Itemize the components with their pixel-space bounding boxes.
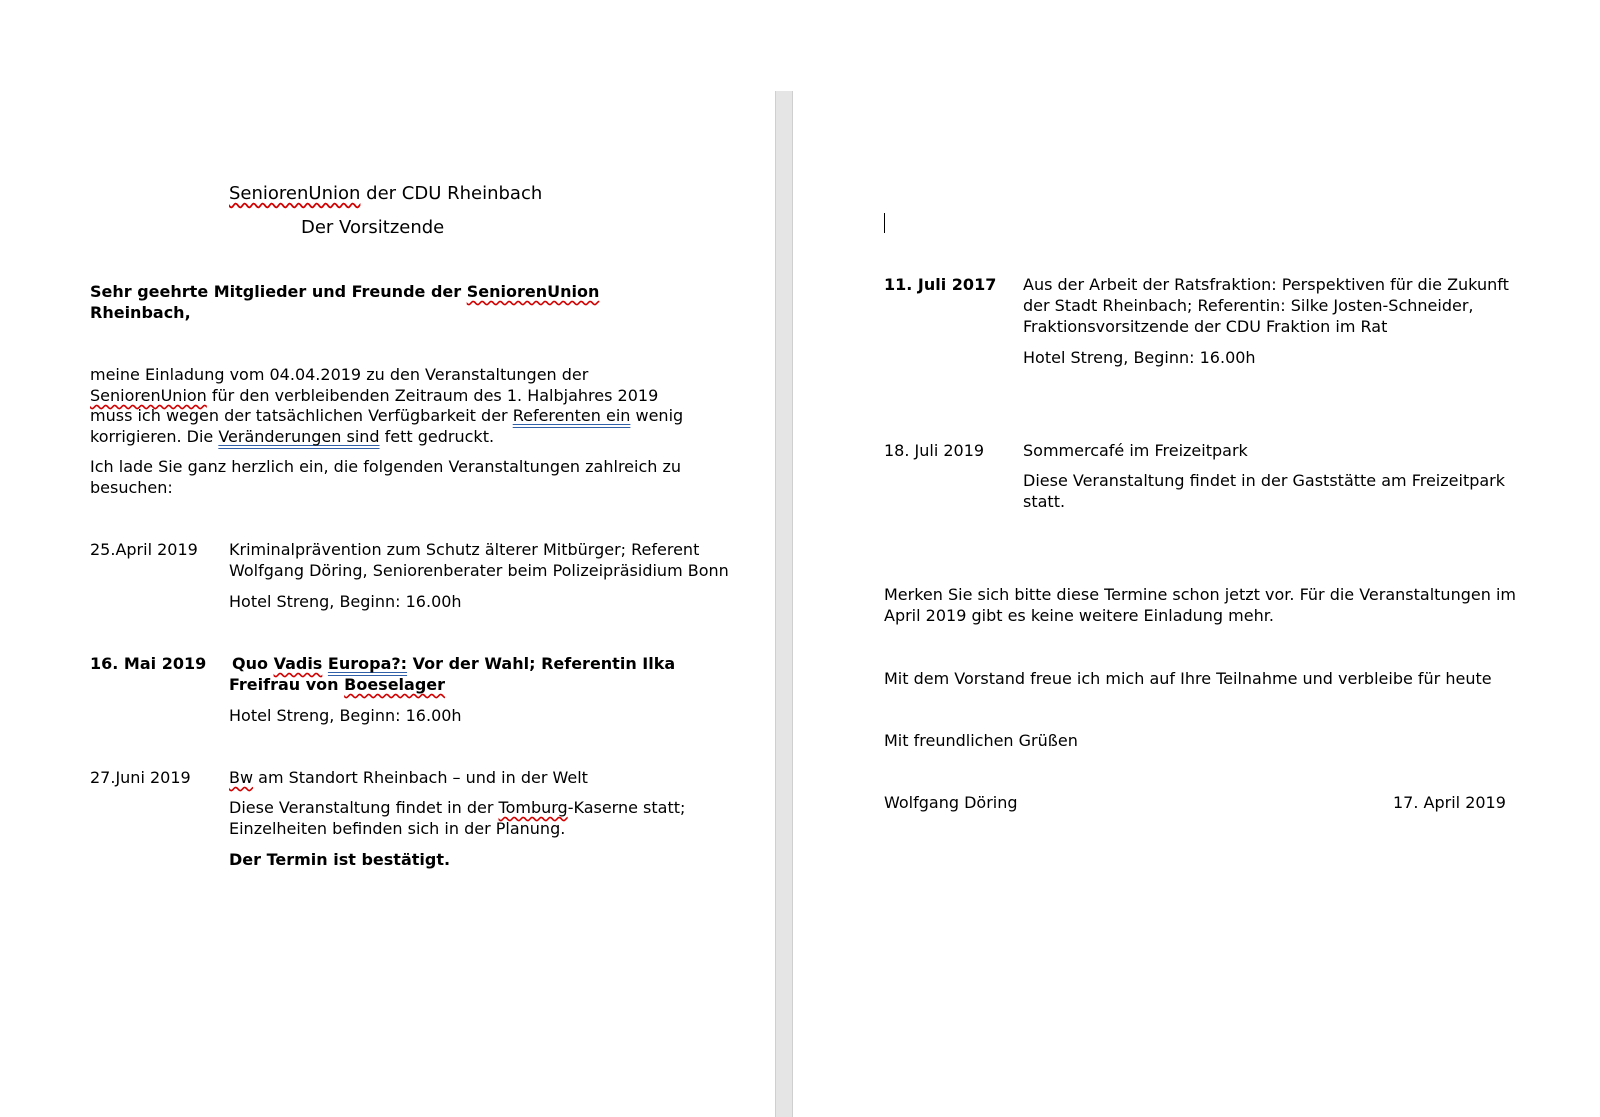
salutation-line1 (90, 281, 599, 302)
grammar-mark[interactable]: Europa?: (327, 654, 408, 673)
event-detail: Einzelheiten befinden sich in der Planung. (229, 819, 566, 838)
event-title-line: Wolfgang Döring, Seniorenberater beim Polizeipräsidium Bonn (229, 561, 729, 580)
event-text: -Kaserne statt; (567, 798, 686, 817)
event-title-line: Kriminalprävention zum Schutz älterer Mitbürger; Referent (229, 540, 700, 559)
salutation-text: Sehr geehrte Mitglieder und Freunde der (90, 282, 467, 301)
salutation-line2: Rheinbach, (90, 303, 191, 322)
letterhead-organization (229, 183, 542, 204)
invite-line: Ich lade Sie ganz herzlich ein, die folgenden Veranstaltungen zahlreich zu (90, 457, 682, 476)
event-title-line: Aus der Arbeit der Ratsfraktion: Perspektiven für die Zukunft (1023, 275, 1509, 294)
spellcheck-word[interactable]: Bw (229, 768, 254, 787)
letterhead-text: der CDU Rheinbach (360, 183, 543, 204)
invite-line: besuchen: (90, 478, 173, 497)
page-separator (775, 91, 793, 1117)
closing-note: Merken Sie sich bitte diese Termine schon jetzt vor. Für die Veranstaltungen im (884, 585, 1516, 604)
event-detail: statt. (1023, 492, 1066, 511)
event-text: Freifrau von (229, 675, 345, 694)
intro-text: wenig (630, 406, 684, 425)
intro-text: für den verbleibenden Zeitraum des 1. Halbjahres 2019 (206, 386, 659, 405)
intro-text: korrigieren. Die (90, 427, 219, 446)
event-text: am Standort Rheinbach – und in der Welt (253, 768, 588, 787)
event-location: Hotel Streng, Beginn: 16.00h (1023, 348, 1256, 367)
event-title-line: Fraktionsvorsitzende der CDU Fraktion im Rat (1023, 317, 1388, 336)
closing-board: Mit dem Vorstand freue ich mich auf Ihre Teilnahme und verbleibe für heute (884, 669, 1492, 688)
spellcheck-word[interactable]: SeniorenUnion (229, 183, 361, 204)
event-confirmed: Der Termin ist bestätigt. (229, 850, 451, 869)
letterhead-role: Der Vorsitzende (301, 217, 445, 238)
grammar-mark[interactable]: Veränderungen sind (218, 427, 380, 446)
event-text: Vor der Wahl; Referentin Ilka (407, 654, 676, 673)
event-detail (229, 797, 685, 818)
spellcheck-word[interactable]: Tomburg (498, 798, 568, 817)
event-text: Diese Veranstaltung findet in der (229, 798, 499, 817)
event-date: 11. Juli 2017 (884, 275, 997, 294)
closing-note: April 2019 gibt es keine weitere Einladung mehr. (884, 606, 1274, 625)
spellcheck-word[interactable]: Vadis (273, 654, 323, 673)
event-title-line (229, 767, 588, 788)
event-text: Quo (232, 654, 274, 673)
intro-line (90, 405, 683, 426)
intro-text: muss ich wegen der tatsächlichen Verfügbarkeit der (90, 406, 513, 425)
event-title-line (232, 653, 675, 674)
intro-text: fett gedruckt. (379, 427, 495, 446)
event-date: 27.Juni 2019 (90, 768, 191, 787)
intro-line: meine Einladung vom 04.04.2019 zu den Veranstaltungen der (90, 365, 589, 384)
spellcheck-word[interactable]: Boeselager (344, 675, 446, 694)
event-title-line: der Stadt Rheinbach; Referentin: Silke Josten-Schneider, (1023, 296, 1474, 315)
event-detail: Diese Veranstaltung findet in der Gaststätte am Freizeitpark (1023, 471, 1506, 490)
event-title-line: Sommercafé im Freizeitpark (1023, 441, 1248, 460)
event-date: 16. Mai 2019 (90, 654, 207, 673)
intro-line (90, 426, 494, 447)
intro-line (90, 385, 658, 406)
spellcheck-word[interactable]: SeniorenUnion (466, 282, 600, 301)
event-title-line (229, 674, 445, 695)
event-date: 18. Juli 2019 (884, 441, 985, 460)
spellcheck-word[interactable]: SeniorenUnion (90, 386, 207, 405)
event-location: Hotel Streng, Beginn: 16.00h (229, 706, 462, 725)
signer-name: Wolfgang Döring (884, 793, 1018, 812)
document-page-right[interactable] (793, 0, 1600, 1117)
event-location: Hotel Streng, Beginn: 16.00h (229, 592, 462, 611)
closing-greeting: Mit freundlichen Grüßen (884, 731, 1078, 750)
grammar-mark[interactable]: Referenten ein (512, 406, 631, 425)
event-date: 25.April 2019 (90, 540, 198, 559)
text-cursor (884, 213, 885, 233)
letter-date: 17. April 2019 (1393, 793, 1506, 812)
